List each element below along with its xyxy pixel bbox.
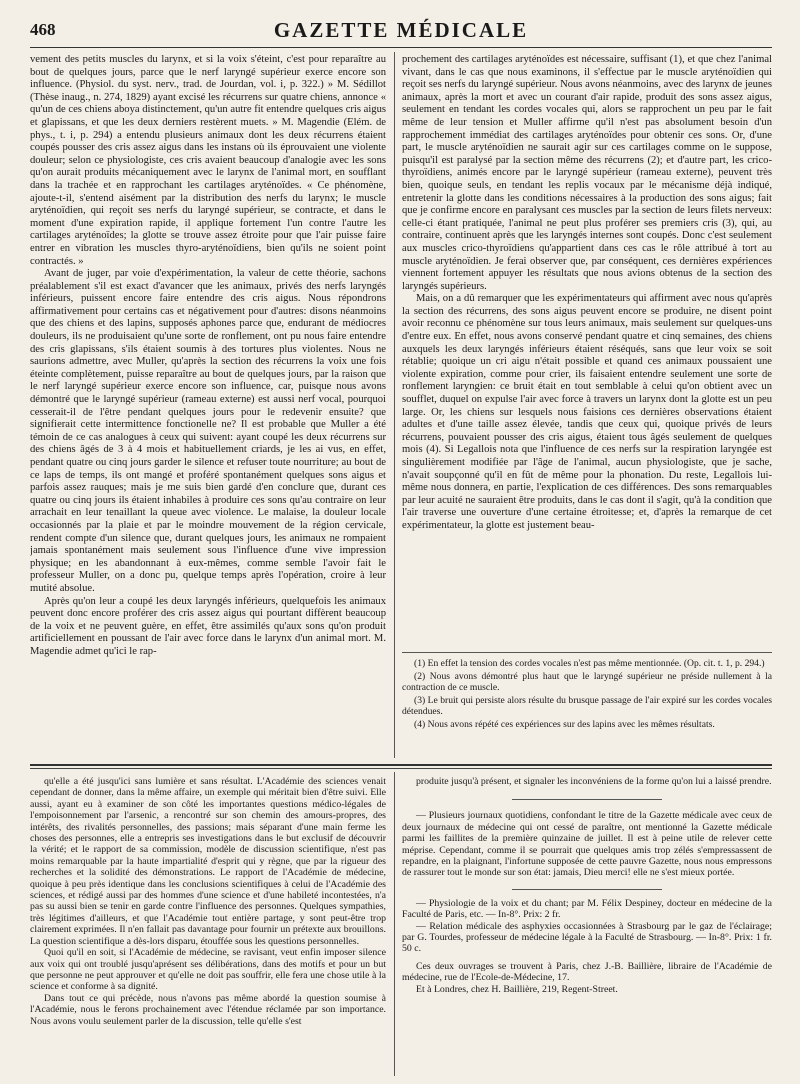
publisher-notice: Ces deux ouvrages se trouvent à Paris, chez J.-B. Baillière, libraire de l'Académie de médecine, rue de l'Ecole-de-Médecine, 17. <box>402 960 772 984</box>
editorial-column <box>30 776 386 1076</box>
page-header <box>30 18 772 44</box>
footnote: (4) Nous avons répété ces expériences sur des lapins avec les mêmes résultats. <box>414 718 715 730</box>
footnote: (1) En effet la tension des cordes vocales n'est pas même mentionnée. (Op. cit. t. 1, p. 294.) <box>414 658 765 669</box>
paragraph: produite jusqu'à présent, et signaler les inconvéniens de la forme qu'on lui a laissé prendre. <box>416 776 772 787</box>
column-divider <box>394 772 395 1076</box>
paragraph: Après qu'on leur a coupé les deux laryngés inférieurs, quelquefois les animaux peuvent donc encore proférer des cris assez aigus qui pourtant diffèrent beaucoup de la voix et ne peuvent guère, en effet, être assimilés qu'aux sons qu'on produit artificiellement en poussant de l'air avec force dans le larynx d'un animal mort. M. Magendie admet qu'ici le rap- <box>30 595 386 657</box>
book-notice: — Relation médicale des asphyxies occasionnées à Strasbourg par le gaz de l'éclairage; par G. Tourdes, professeur de médecine légale à la Faculté de Strasbourg. — In-8°. Prix: 1 fr. 50 c. <box>402 920 772 955</box>
paragraph: vement des petits muscles du larynx, et si la voix s'éteint, c'est pour reparaître au bout de quelques jours, parce que le nerf laryngé supérieur exerce encore son influence. (Physiol. du syst. nerv., trad. de Jourdan, vol. i, p. 322.) » M. Sédillot (Thèse inaug., n. 274, 1829) ayant excisé les récurrens sur quatre chiens, annonce « qu'un de ces chiens aboya distinctement, qu'un autre fit entendre quelques cris aigus et glapissans, et que les deux derniers restèrent muets. » M. Magendie (Elém. de phys., t. i, p. 294) a entendu plusieurs animaux dont les deux récurrens étaient coupés pousser des cris assez aigus dans les instans où ils éprouvaient une violente douleur; selon ce physiologiste, ces cris avaient beaucoup d'analogie avec les sons qu'on aurait produits mécaniquement avec le larynx de l'animal mort, en soufflant dans la trachée et en rapprochant les cartilages aryténoïdes. « Ce phénomène, ajoute-t-il, s'entend aisément par la distribution des nerfs du larynx; le muscle aryténoïdien, qui reçoit ses nerfs du laryngé supérieur, se contracte, et dans le moment d'une expiration rapide, il applique fortement l'un contre l'autre les cartilages aryténoïdes; la glotte se trouve assez étroite pour que l'air puisse faire entrer en vibration les muscles thyro-aryténoïdiens, bien qu'ils ne soient point contractés. » <box>30 54 386 267</box>
notice-rule <box>512 799 662 800</box>
paragraph: prochement des cartilages aryténoïdes est nécessaire, suffisant (1), et que chez l'animal vivant, dans le cas que nous examinons, il s'effectue par le muscle aryténoïdien qui reçoit ses nerfs du laryngé supérieur. Nous avons néanmoins, avec des larynx de jeunes animaux, après la mort et avec un courant d'air rapide, produit des sons assez aigus, seulement en tendant les cordes vocales qui, alors se rapprochent un peu par le fait même de leur tension et Muller affirme qu'il n'est pas absolument besoin d'un rapprochement immédiat des cartilages aryténoïdes pour obtenir ces sons. Or, d'une part, le muscle aryténoïdien ne saurait agir sur ces cartilages comme on le suppose, puisqu'il est paralysé par la section même des récurrens (2); et d'autre part, les crico-thyroïdiens, animés encore par le laryngé supérieur (rameau externe), peuvent très bien, quoique seuls, en tendant les replis vocaux par le mécanisme déjà indiqué, entretenir la glotte dans les conditions nécessaires à la production des sons aigus; fait que je confirme encore en paralysant ces muscles par la section de leurs filets nerveux: celle-ci étant pratiquée, l'animal ne peut plus proférer ses premiers cris (3), qui, au contraire, continuent après que les laryngés internes sont coupés. Donc c'est seulement aux muscles crico-thyroïdiens qu'appartient dans ces cas le rôle attribué à tort au muscle aryténoïdien. Je ferai observer que, par conséquent, ces dernières expériences viennent fortement appuyer les résultats que nous avions obtenus de la section des laryngés supérieurs. <box>402 54 772 292</box>
paragraph: Dans tout ce qui précède, nous n'avons pas même abordé la question soumise à l'Académie, nous le ferons prochainement avec l'étendue réclamée par son importance. Nous avons voulu seulement parler de la discussion, telle qu'elle s'est <box>30 992 386 1027</box>
column-divider <box>394 52 395 758</box>
paragraph: Mais, on a dû remarquer que les expérimentateurs qui affirment avec nous qu'après la section des récurrens, des sons aigus peuvent encore se produire, ne disent point avoir reconnu ce phénomène sur tous leurs animaux, mais seulement sur quelques-uns d'entre eux. En effet, nous avons conservé pendant quatre et cinq semaines, des chiens auxquels les deux laryngés inférieurs étaient réséqués, sans que leur voix se soit rétablie; quoique un cri aigu n'était possible et quand ces animaux poussaient une violente expiration, comme pour crier, ils faisaient entendre seulement une sorte de ronflement laryngien: ce bruit était en tout semblable à celui qu'on obtient avec un soufflet, duquel on expulse l'air avec force à travers un larynx dont la glotte est un peu large. Or, les chiens sur lesquels nous faisions ces dernières observations étaient adultes et d'une taille assez élevée, tandis que ceux qui, quoique privés de leurs récurrens, pouvaient pousser des cris aigus, étaient tous âgés seulement de quelques mois (4). Si Legallois nota que l'influence de ces nerfs sur la respiration laryngée est singulièrement modifiée par l'âge de l'animal, aucun physiologiste, que je sache, n'avait soupçonné qu'il en fût de même pour la phonation. Du reste, Legallois lui-même nous donnera, en partie, l'explication de ces différences. Des sons remarquables par leur acuité ne sauraient être produits, dans le cas dont il s'agit, qu'à la condition que l'air traverse une ouverture d'une certaine étroitesse; et, d'après la remarque de cet expérimentateur, la glotte est justement beau- <box>402 293 772 531</box>
paragraph: Avant de juger, par voie d'expérimentation, la valeur de cette théorie, sachons préalablement s'il est exact d'avancer que les animaux, privés des nerfs laryngés inférieurs, puissent encore faire entendre des cris aigus. Nous répondrons affirmativement pour certains cas et négativement pour d'autres: disons néanmoins que des chiens et des lapins, supposés aphones parce que, endurant de médiocres douleurs, ils ne produisaient qu'une sorte de ronflement, ont pu nous faire entendre des cris glapissans, s'ils étaient soumis à des tortures plus violentes. Nous ne saurions admettre, avec Muller, qu'après la section des récurrens la voix une fois éteinte complètement, puisse reparaître au bout de quelques jours, par la raison que le nerf laryngé supérieur exerce encore son influence, car, puisque nous avons démontré que le laryngé supérieur (rameau externe) est aussi nerf vocal, pourquoi cesserait-il de l'être pendant quelques jours pour le redevenir ensuite? que signifierait cette intermittence fonctionelle ne? Il est probable que Muller a été témoin de ce cas analogues à ceux qui suivent: ayant coupé les deux récurrens sur des chiens âgés de 3 à 4 mois et habituellement criards, je les ai vus, en effet, pendant quatre ou cinq jours garder le silence et refuser toute nourriture; au bout de ce laps de temps, ils ont mangé et proféré spontanément quelques sons aigus et parfois assez rauques; mais je me suis bien gardé d'en conclure que, durant ces quatre ou cinq jours ils étaient inhabiles à produire ces sons qu'au contraire on leur arrachait en leur tenaillant la queue avec violence. Le malaise, la douleur locale occasionnés par la plaie et par le moindre mouvement de la région cervicale, rendent compte d'un silence que, durant quelques jours, les animaux ne rompaient jamais spontanément mais seulement sous l'influence d'une vive impression physique; en les abandonnant à eux-mêmes, comme semble l'avoir fait le professeur Muller, on a donc pu, quelque temps après l'opération, croire à leur mutité absolue. <box>30 268 386 594</box>
right-column <box>402 54 772 646</box>
footnote: (2) Nous avons démontré plus haut que le laryngé supérieur ne préside nullement à la contraction de ce muscle. <box>402 670 772 694</box>
footnote-rule <box>402 652 772 653</box>
section-rule <box>30 764 772 766</box>
publisher-notice: Et à Londres, chez H. Baillière, 219, Regent-Street. <box>416 983 618 995</box>
page-number: 468 <box>30 20 56 39</box>
book-notice: — Physiologie de la voix et du chant; par M. Félix Despiney, docteur en médecine de la Faculté de Paris, etc. — In-8°. Prix: 2 fr. <box>402 897 772 921</box>
notices-column <box>402 776 772 1076</box>
paragraph: qu'elle a été jusqu'ici sans lumière et sans résultat. L'Académie des sciences venait cependant de donner, dans la même affaire, un exemple qui méritait bien d'être suivi. Elle aussi, ayant eu à examiner de son côté les importantes questions médico-légales de l'empoisonnement par l'arsenic, a rencontré sur son chemin des amours-propres, des intérêts, des rivalités personnelles, des passions; mais séparant d'une main ferme les choses des personnes, elle a entrepris ses investigations dans le but exclusif de découvrir la vérité; et le rapport de sa commission, modèle de discussion scientifique, n'est pas moins remarquable par la haute impartialité d'esprit qui y règne, que par la rigueur des recherches et la solidité des démonstrations. Le rapport de l'Académie de médecine, quoique à peu près identique dans les conclusions scientifiques à celui de l'Académie des sciences, et rédigé aussi par des hommes d'une science et d'une habileté incontestées, n'a pas su aussi bien se tenir en garde contre l'influence des personnes. Quelques sympathies, très légitimes d'ailleurs, et que l'Académie tout entière partage, y sont peut-être trop clairement exprimées. Il n'en fallait pas davantage pour fournir un prétexte aux brouillons. La question scientifique a dès-lors disparu, étouffée sous les questions personnelles. <box>30 776 386 947</box>
footnotes <box>402 658 772 732</box>
notice: — Plusieurs journaux quotidiens, confondant le titre de la Gazette médicale avec ceux de deux journaux de médecine qui ont cessé de paraître, ont mentionné la Gazette médicale parmi les faillites de la première quinzaine de juillet. Il est à peine utile de relever cette méprise. Cependant, comme il se pourrait que quelques amis trop zélés s'empressassent de repandre, en la plaignant, l'infortune supposée de cette pauvre Gazette, nous nous empressons de rassurer tout le monde sur son état: jamais, Dieu merci! elle ne s'est mieux portée. <box>402 810 772 879</box>
notice-rule <box>512 889 662 890</box>
header-rule <box>30 47 772 48</box>
footnote: (3) Le bruit qui persiste alors résulte du brusque passage de l'air expiré sur les cordes vocales détendues. <box>402 694 772 718</box>
journal-title: GAZETTE MÉDICALE <box>273 18 529 42</box>
left-column <box>30 54 386 754</box>
paragraph: Quoi qu'il en soit, si l'Académie de médecine, se ravisant, veut enfin imposer silence aux voix qui ont troublé jusqu'aprésent ses délibérations, dans des motifs et pour un but que personne ne peut approuver et qu'elle ne doit pas souffrir, elle fera une chose utile à la science et conforme à sa dignité. <box>30 947 386 993</box>
section-rule-thin <box>30 768 772 769</box>
